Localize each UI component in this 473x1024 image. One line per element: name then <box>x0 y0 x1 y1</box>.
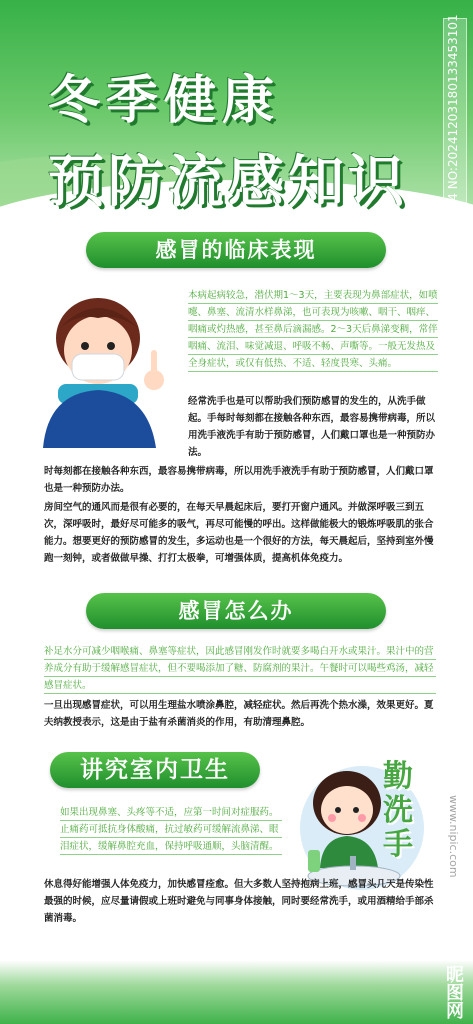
section-header-indoor-hygiene: 讲究室内卫生 <box>50 752 260 788</box>
section-header-what-to-do: 感冒怎么办 <box>86 593 386 629</box>
ventilation-text: 房间空气的通风而是很有必要的，在每天早晨起床后，要打开窗户通风。并做深呼吸三到五次，深呼吸时，最好尽可能多的吸气，再尽可能慢的呼出。这样做能极大的锻炼呼吸肌的张合能力。想要更好的预防感冒的发生，多运动也是一个很好的方法，每天晨起后，坚持到室外慢跑一刻钟，或者做做早操、打打太极拳，可增强体质，提高机体免疫力。 <box>44 502 434 564</box>
brand-watermark: 昵图网 <box>443 965 464 1019</box>
title-line-2: 预防流感知识 <box>48 149 408 215</box>
saline-text: 一旦出现感冒症状，可以用生理盐水喷涂鼻腔，减轻症状。然后再洗个热水澡，效果更好。夏夫纳教授表示，这是由于盐有杀菌消炎的作用，有助清理鼻腔。 <box>44 700 434 728</box>
wash-hands-sticker: 勤洗手 <box>383 759 413 862</box>
footer-background <box>0 960 473 1024</box>
hydration-text: 补足水分可减少咽喉痛、鼻塞等症状，因此感冒刚发作时就要多喝白开水或果汁。果汁中的营养成分有助于缓解感冒症状，但不要喝添加了糖、防腐剂的果汁。午餐时可以喝些鸡汤，减轻感冒症状。 <box>44 643 436 694</box>
title-line-1: 冬季健康 <box>48 70 281 131</box>
section-header-symptoms: 感冒的临床表现 <box>86 232 386 268</box>
rest-text: 休息得好能增强人体免疫力，加快感冒痊愈。但大多数人坚持抱病上班，感冒头几天是传染性最强的时候，应尽量请假或上班时避免与同事身体接触，同时要经常洗手，或用酒精给手部杀菌消毒。 <box>44 879 434 924</box>
symptoms-text: 本病起病较急，潜伏期1～3天，主要表现为鼻部症状，如喷嚏、鼻塞、流清水样鼻涕，也可表现为咳嗽、咽干、咽痒、咽痛或灼热感，甚至鼻后滴漏感。2～3天后鼻涕变稠，常伴咽痛、流泪、味觉减退、呼吸不畅、声嘶等。一般无发热及全身症状，或仅有低热、不适、轻度畏寒、头痛。 <box>188 287 438 372</box>
boy-with-mask-illustration <box>28 288 178 448</box>
watermark-url: www.nipic.com <box>447 795 460 878</box>
handwash-text: 经常洗手也是可以帮助我们预防感冒的发生的，从洗手做起。手每时每刻都在接触各种东西，最容易携带病毒，所以用洗手液洗手有助于预防感冒，人们戴口罩也是一种预防办法。 <box>188 396 436 458</box>
handwash-text-continued: 时每刻都在接触各种东西，最容易携带病毒，所以用洗手液洗手有助于预防感冒，人们戴口罩也是一种预防办法。 <box>44 466 434 494</box>
medication-text: 如果出现鼻塞、头疼等不适，应第一时间对症服药。止痛药可抵抗身体酸痛，抗过敏药可缓解流鼻涕、眼泪症状，缓解鼻腔充血，保持呼吸通顺，头脑清醒。 <box>60 804 282 855</box>
side-code-strip <box>443 14 467 275</box>
side-code-text: ID:32257654 NO:20241203180133453101 <box>446 14 460 271</box>
